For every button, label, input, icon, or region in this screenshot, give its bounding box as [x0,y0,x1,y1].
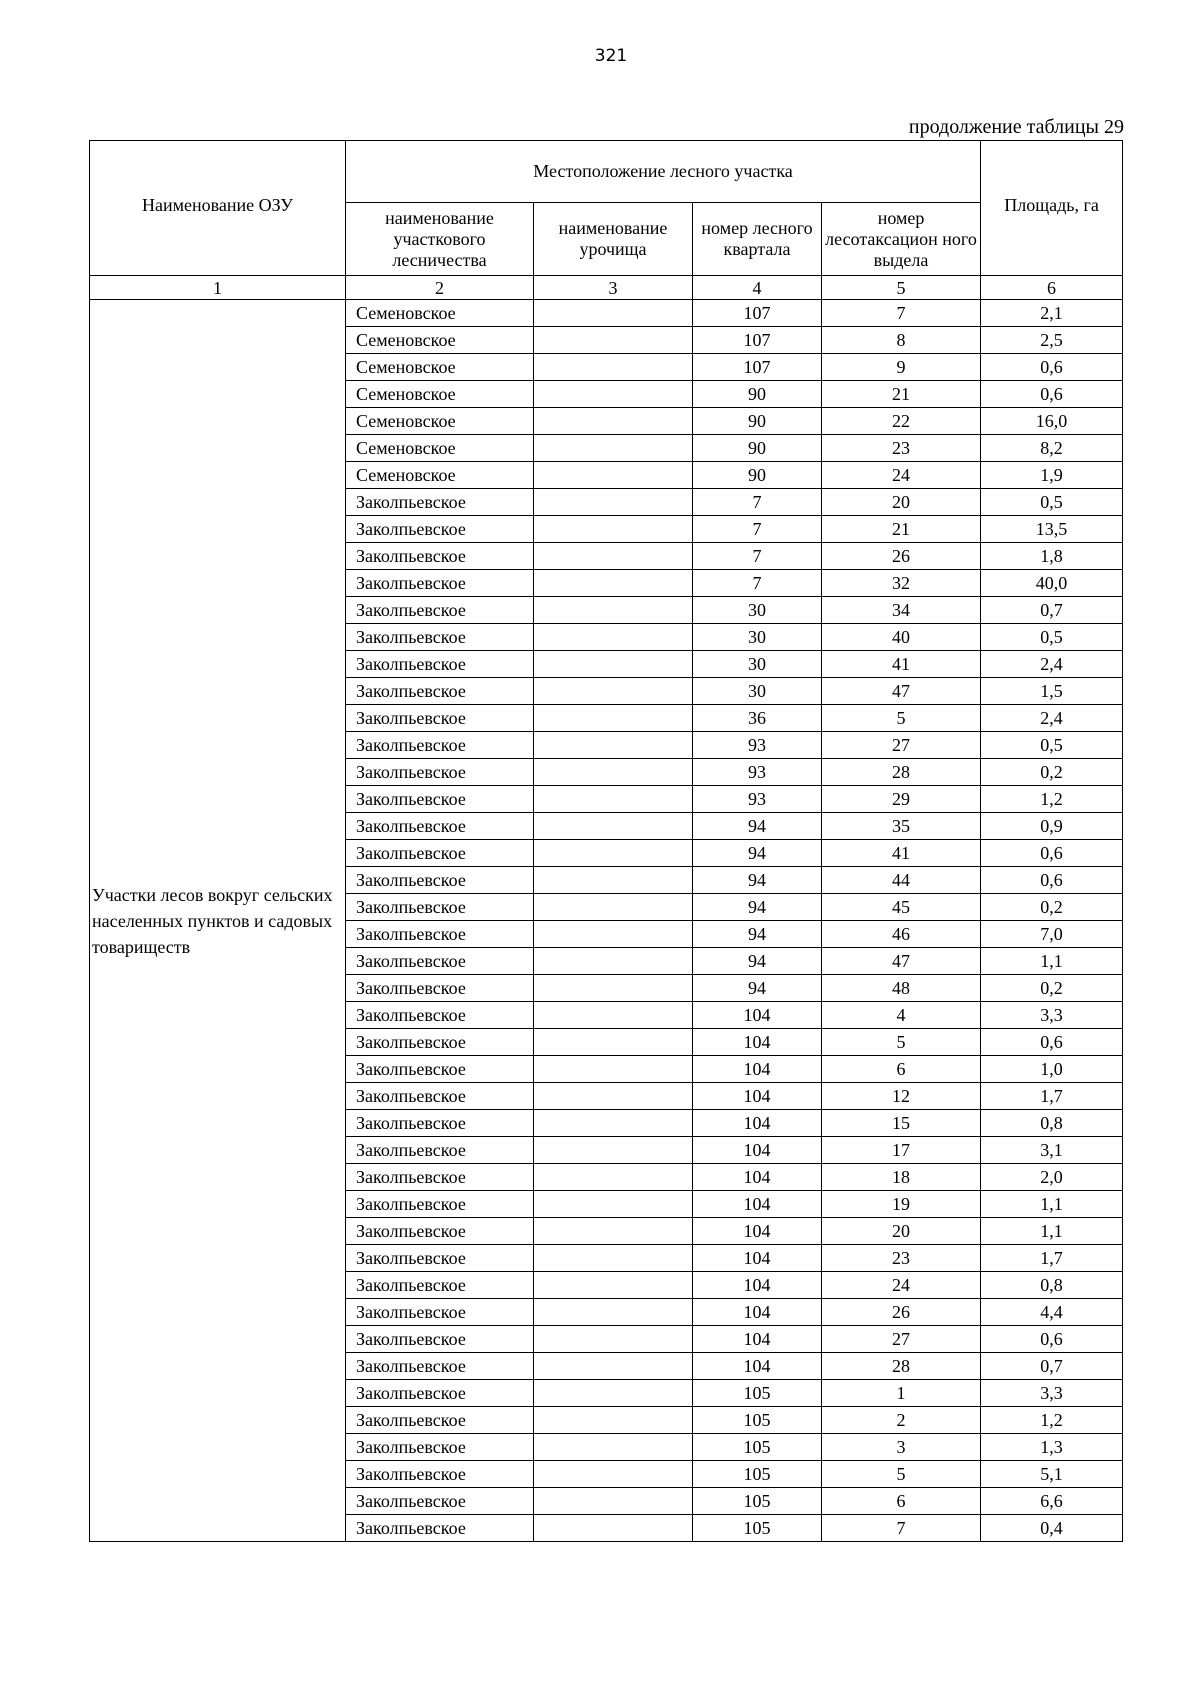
cell-area: 0,2 [981,894,1123,921]
forest-plots-table [89,140,1123,1542]
cell-plot: 1 [822,1380,981,1407]
header-tract: наименование урочища [534,203,693,276]
cell-tract [534,1272,693,1299]
cell-quarter: 105 [693,1380,822,1407]
cell-plot: 21 [822,381,981,408]
cell-tract [534,381,693,408]
cell-plot: 8 [822,327,981,354]
cell-quarter: 104 [693,1218,822,1245]
cell-tract [534,894,693,921]
cell-forestry-district: Заколпьевское [346,651,534,678]
cell-tract [534,1110,693,1137]
column-number: 1 [90,276,346,300]
cell-tract [534,1488,693,1515]
cell-area: 0,4 [981,1515,1123,1542]
cell-area: 0,5 [981,624,1123,651]
cell-forestry-district: Заколпьевское [346,1002,534,1029]
cell-area: 2,4 [981,651,1123,678]
header-forestry-district: наименование участкового лесничества [346,203,534,276]
cell-quarter: 105 [693,1488,822,1515]
cell-plot: 9 [822,354,981,381]
header-plot: номер лесотаксацион ного выдела [822,203,981,276]
cell-plot: 29 [822,786,981,813]
header-location: Местоположение лесного участка [346,141,981,203]
header-area: Площадь, га [981,141,1123,276]
cell-area: 5,1 [981,1461,1123,1488]
cell-quarter: 90 [693,408,822,435]
cell-forestry-district: Заколпьевское [346,1434,534,1461]
cell-forestry-district: Заколпьевское [346,597,534,624]
cell-quarter: 30 [693,624,822,651]
cell-quarter: 104 [693,1299,822,1326]
cell-area: 6,6 [981,1488,1123,1515]
cell-tract [534,1164,693,1191]
cell-forestry-district: Семеновское [346,408,534,435]
cell-plot: 21 [822,516,981,543]
table-continuation-label: продолжение таблицы 29 [908,116,1124,138]
cell-forestry-district: Семеновское [346,354,534,381]
cell-area: 0,2 [981,975,1123,1002]
cell-area: 1,3 [981,1434,1123,1461]
cell-forestry-district: Заколпьевское [346,489,534,516]
cell-area: 4,4 [981,1299,1123,1326]
cell-forestry-district: Заколпьевское [346,1488,534,1515]
cell-forestry-district: Заколпьевское [346,921,534,948]
cell-tract [534,408,693,435]
cell-quarter: 107 [693,300,822,327]
cell-area: 2,1 [981,300,1123,327]
cell-tract [534,543,693,570]
cell-quarter: 90 [693,435,822,462]
cell-forestry-district: Заколпьевское [346,1515,534,1542]
cell-plot: 24 [822,462,981,489]
cell-quarter: 104 [693,1002,822,1029]
cell-plot: 5 [822,1029,981,1056]
cell-plot: 28 [822,759,981,786]
cell-plot: 47 [822,948,981,975]
cell-forestry-district: Заколпьевское [346,705,534,732]
cell-tract [534,1434,693,1461]
cell-area: 16,0 [981,408,1123,435]
cell-plot: 35 [822,813,981,840]
cell-tract [534,651,693,678]
cell-area: 0,8 [981,1110,1123,1137]
column-number: 3 [534,276,693,300]
cell-quarter: 105 [693,1407,822,1434]
cell-plot: 7 [822,1515,981,1542]
cell-area: 0,2 [981,759,1123,786]
cell-quarter: 104 [693,1164,822,1191]
cell-quarter: 104 [693,1326,822,1353]
cell-forestry-district: Заколпьевское [346,1299,534,1326]
cell-plot: 19 [822,1191,981,1218]
cell-tract [534,948,693,975]
cell-tract [534,975,693,1002]
cell-forestry-district: Заколпьевское [346,948,534,975]
cell-quarter: 104 [693,1056,822,1083]
cell-plot: 26 [822,1299,981,1326]
cell-forestry-district: Заколпьевское [346,840,534,867]
cell-quarter: 93 [693,732,822,759]
cell-forestry-district: Заколпьевское [346,1218,534,1245]
cell-plot: 20 [822,489,981,516]
cell-tract [534,1029,693,1056]
cell-quarter: 104 [693,1191,822,1218]
cell-quarter: 94 [693,813,822,840]
cell-plot: 47 [822,678,981,705]
cell-tract [534,786,693,813]
table-row [90,300,1123,327]
cell-area: 1,2 [981,786,1123,813]
cell-quarter: 93 [693,759,822,786]
cell-forestry-district: Семеновское [346,435,534,462]
cell-plot: 48 [822,975,981,1002]
cell-area: 0,7 [981,597,1123,624]
cell-forestry-district: Заколпьевское [346,975,534,1002]
cell-plot: 23 [822,435,981,462]
cell-area: 0,6 [981,867,1123,894]
column-number: 4 [693,276,822,300]
cell-forestry-district: Заколпьевское [346,624,534,651]
cell-plot: 20 [822,1218,981,1245]
cell-quarter: 94 [693,948,822,975]
cell-tract [534,1218,693,1245]
cell-area: 0,5 [981,489,1123,516]
cell-area: 0,6 [981,381,1123,408]
cell-tract [534,516,693,543]
cell-forestry-district: Заколпьевское [346,1245,534,1272]
cell-forestry-district: Заколпьевское [346,1272,534,1299]
cell-area: 1,2 [981,1407,1123,1434]
cell-quarter: 105 [693,1515,822,1542]
cell-area: 40,0 [981,570,1123,597]
cell-plot: 46 [822,921,981,948]
cell-area: 0,7 [981,1353,1123,1380]
cell-tract [534,597,693,624]
cell-area: 1,1 [981,1191,1123,1218]
cell-area: 0,6 [981,354,1123,381]
cell-tract [534,1299,693,1326]
cell-quarter: 90 [693,381,822,408]
cell-tract [534,813,693,840]
cell-plot: 27 [822,1326,981,1353]
cell-quarter: 107 [693,354,822,381]
cell-plot: 12 [822,1083,981,1110]
cell-tract [534,867,693,894]
cell-area: 2,4 [981,705,1123,732]
cell-tract [534,1515,693,1542]
cell-plot: 23 [822,1245,981,1272]
cell-quarter: 104 [693,1083,822,1110]
cell-quarter: 105 [693,1434,822,1461]
cell-plot: 40 [822,624,981,651]
cell-quarter: 104 [693,1272,822,1299]
cell-plot: 41 [822,651,981,678]
cell-forestry-district: Заколпьевское [346,867,534,894]
cell-forestry-district: Заколпьевское [346,1461,534,1488]
cell-plot: 17 [822,1137,981,1164]
cell-forestry-district: Заколпьевское [346,1110,534,1137]
cell-plot: 26 [822,543,981,570]
cell-forestry-district: Семеновское [346,300,534,327]
cell-forestry-district: Заколпьевское [346,678,534,705]
cell-forestry-district: Заколпьевское [346,1191,534,1218]
cell-tract [534,1083,693,1110]
cell-tract [534,1380,693,1407]
cell-plot: 4 [822,1002,981,1029]
cell-plot: 44 [822,867,981,894]
cell-tract [534,1245,693,1272]
cell-area: 1,8 [981,543,1123,570]
cell-tract [534,1191,693,1218]
cell-quarter: 30 [693,597,822,624]
cell-plot: 6 [822,1056,981,1083]
cell-plot: 2 [822,1407,981,1434]
cell-plot: 27 [822,732,981,759]
cell-plot: 3 [822,1434,981,1461]
cell-plot: 18 [822,1164,981,1191]
cell-plot: 15 [822,1110,981,1137]
cell-forestry-district: Заколпьевское [346,759,534,786]
cell-quarter: 105 [693,1461,822,1488]
cell-quarter: 104 [693,1137,822,1164]
cell-plot: 32 [822,570,981,597]
cell-forestry-district: Семеновское [346,327,534,354]
cell-plot: 34 [822,597,981,624]
cell-area: 0,9 [981,813,1123,840]
cell-area: 1,5 [981,678,1123,705]
cell-quarter: 90 [693,462,822,489]
cell-tract [534,354,693,381]
cell-tract [534,327,693,354]
cell-quarter: 104 [693,1110,822,1137]
cell-forestry-district: Заколпьевское [346,1137,534,1164]
cell-tract [534,1326,693,1353]
cell-area: 1,7 [981,1083,1123,1110]
cell-area: 2,5 [981,327,1123,354]
cell-area: 0,6 [981,840,1123,867]
cell-area: 3,1 [981,1137,1123,1164]
cell-area: 1,0 [981,1056,1123,1083]
cell-forestry-district: Заколпьевское [346,786,534,813]
cell-ozu-name: Участки лесов вокруг сельских населенных пунктов и садовых товариществ [90,300,346,1542]
cell-forestry-district: Заколпьевское [346,1380,534,1407]
cell-tract [534,570,693,597]
cell-area: 0,6 [981,1029,1123,1056]
header-ozu-name: Наименование ОЗУ [90,141,346,276]
cell-quarter: 30 [693,651,822,678]
cell-quarter: 107 [693,327,822,354]
cell-plot: 24 [822,1272,981,1299]
table-body [90,276,1123,1542]
cell-quarter: 7 [693,516,822,543]
cell-forestry-district: Заколпьевское [346,1083,534,1110]
column-number-row [90,276,1123,300]
cell-plot: 45 [822,894,981,921]
cell-quarter: 94 [693,840,822,867]
cell-plot: 6 [822,1488,981,1515]
cell-quarter: 93 [693,786,822,813]
cell-quarter: 7 [693,570,822,597]
cell-plot: 41 [822,840,981,867]
cell-plot: 7 [822,300,981,327]
cell-area: 3,3 [981,1380,1123,1407]
cell-area: 0,8 [981,1272,1123,1299]
cell-area: 0,6 [981,1326,1123,1353]
cell-forestry-district: Заколпьевское [346,570,534,597]
cell-area: 1,7 [981,1245,1123,1272]
column-number: 6 [981,276,1123,300]
cell-tract [534,300,693,327]
cell-tract [534,1056,693,1083]
cell-forestry-district: Семеновское [346,381,534,408]
cell-forestry-district: Заколпьевское [346,1029,534,1056]
cell-forestry-district: Заколпьевское [346,1164,534,1191]
cell-area: 13,5 [981,516,1123,543]
cell-forestry-district: Заколпьевское [346,516,534,543]
cell-area: 1,1 [981,948,1123,975]
cell-area: 3,3 [981,1002,1123,1029]
cell-tract [534,489,693,516]
cell-quarter: 94 [693,894,822,921]
cell-forestry-district: Семеновское [346,462,534,489]
cell-tract [534,1461,693,1488]
cell-plot: 5 [822,705,981,732]
cell-forestry-district: Заколпьевское [346,732,534,759]
cell-forestry-district: Заколпьевское [346,813,534,840]
cell-area: 2,0 [981,1164,1123,1191]
cell-forestry-district: Заколпьевское [346,1326,534,1353]
column-number: 5 [822,276,981,300]
page-number: 321 [594,46,628,66]
cell-forestry-district: Заколпьевское [346,894,534,921]
cell-plot: 28 [822,1353,981,1380]
cell-tract [534,759,693,786]
column-number: 2 [346,276,534,300]
cell-area: 7,0 [981,921,1123,948]
cell-tract [534,1407,693,1434]
cell-quarter: 30 [693,678,822,705]
cell-plot: 5 [822,1461,981,1488]
cell-area: 1,1 [981,1218,1123,1245]
cell-tract [534,1002,693,1029]
cell-forestry-district: Заколпьевское [346,1407,534,1434]
cell-quarter: 7 [693,489,822,516]
cell-tract [534,435,693,462]
cell-plot: 22 [822,408,981,435]
cell-tract [534,624,693,651]
cell-forestry-district: Заколпьевское [346,543,534,570]
cell-tract [534,921,693,948]
cell-quarter: 104 [693,1353,822,1380]
cell-tract [534,705,693,732]
cell-area: 1,9 [981,462,1123,489]
cell-quarter: 94 [693,921,822,948]
cell-tract [534,1137,693,1164]
header-quarter: номер лесного квартала [693,203,822,276]
cell-quarter: 104 [693,1245,822,1272]
cell-area: 8,2 [981,435,1123,462]
cell-quarter: 36 [693,705,822,732]
cell-tract [534,462,693,489]
cell-tract [534,840,693,867]
cell-tract [534,1353,693,1380]
cell-tract [534,732,693,759]
cell-tract [534,678,693,705]
cell-quarter: 104 [693,1029,822,1056]
cell-quarter: 94 [693,867,822,894]
cell-forestry-district: Заколпьевское [346,1353,534,1380]
cell-forestry-district: Заколпьевское [346,1056,534,1083]
cell-quarter: 7 [693,543,822,570]
cell-area: 0,5 [981,732,1123,759]
cell-quarter: 94 [693,975,822,1002]
